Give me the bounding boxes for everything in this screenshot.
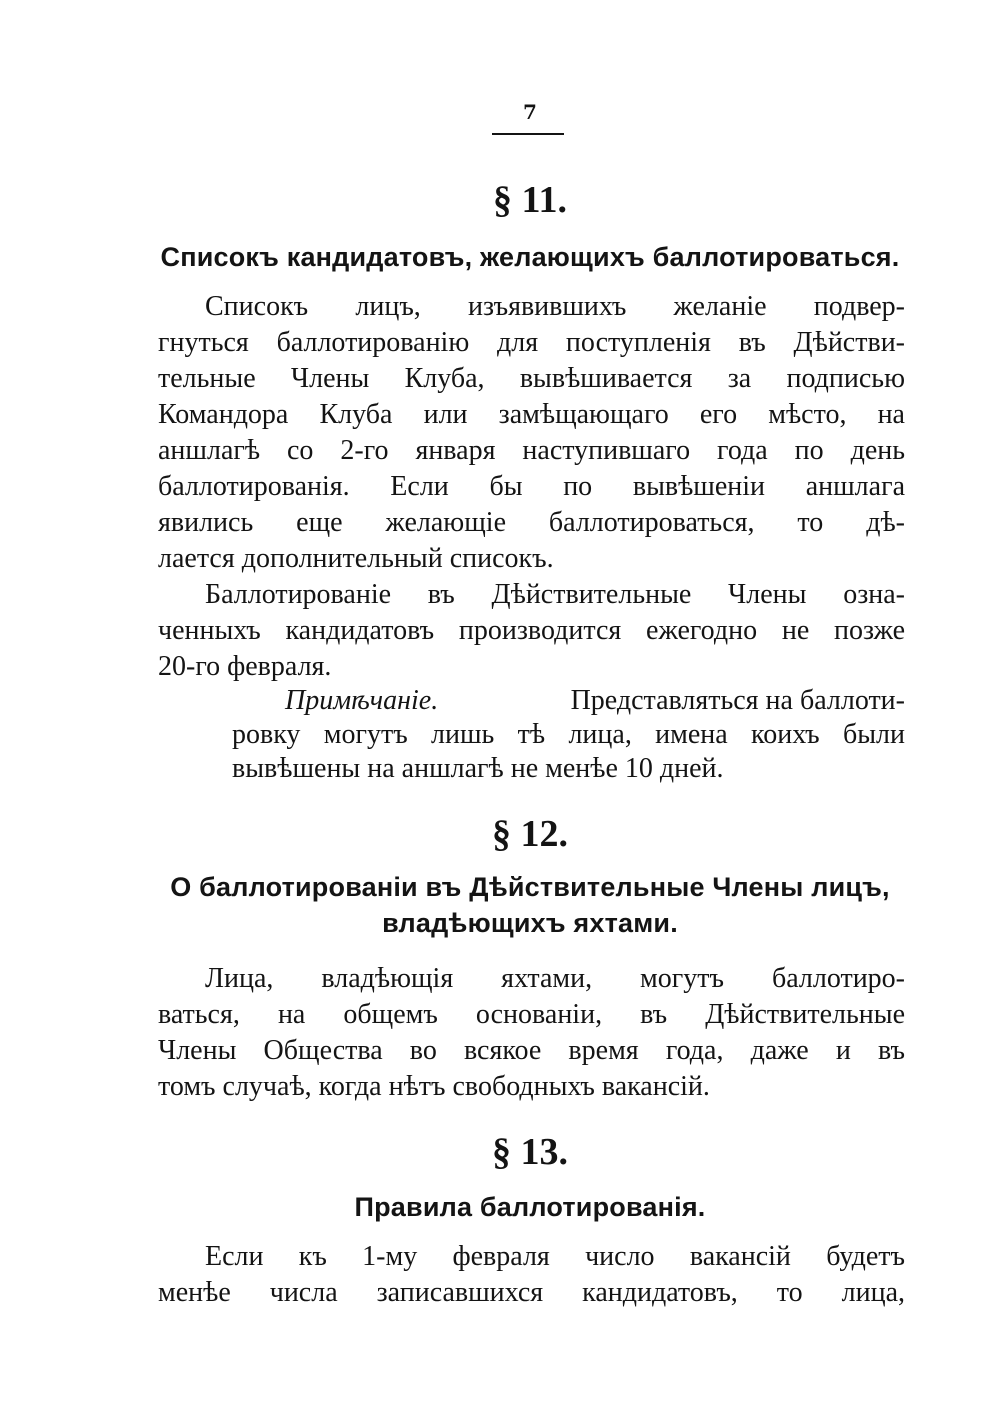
section-13-mark: § 13. — [492, 1131, 568, 1173]
note-first-line — [285, 684, 905, 718]
section-12-mark: § 12. — [492, 813, 568, 855]
paragraph-line: Если къ 1-му февраля число вакансій будетъ — [205, 1241, 905, 1272]
paragraph-line: 20-го февраля. — [158, 651, 332, 682]
paragraph-line: томъ случаѣ, когда нѣтъ свободныхъ вакансій. — [158, 1071, 710, 1102]
note-text: Представляться на баллоти- — [570, 685, 905, 716]
page-number: 7 — [523, 100, 537, 124]
paragraph-line: аншлагѣ со 2-го января наступившаго года по день — [158, 435, 905, 466]
paragraph-line: Лица, владѣющія яхтами, могутъ баллотиро- — [205, 963, 905, 994]
note-line: вывѣшены на аншлагѣ не менѣе 10 дней. — [232, 753, 724, 784]
paragraph-line: гнуться баллотированію для поступленія въ Дѣйстви- — [158, 327, 905, 358]
paragraph-line: Члены Общества во всякое время года, даже и въ — [158, 1035, 905, 1066]
section-11-mark: § 11. — [493, 179, 567, 221]
page-number-underline — [492, 133, 564, 135]
paragraph-line: баллотированія. Если бы по вывѣшеніи аншлага — [158, 471, 905, 502]
section-13-title: Правила баллотированія. — [354, 1192, 706, 1222]
paragraph-line: Командора Клуба или замѣщающаго его мѣсто, на — [158, 399, 905, 430]
note-line: ровку могутъ лишь тѣ лица, имена коихъ были — [232, 719, 905, 750]
section-11-title: Списокъ кандидатовъ, желающихъ баллотироваться. — [160, 242, 900, 272]
section-12-title-line-1: О баллотированіи въ Дѣйствительные Члены лицъ, — [170, 872, 890, 902]
section-12-title-line-2: владѣющихъ яхтами. — [382, 908, 678, 938]
paragraph-line: явились еще желающіе баллотироваться, то дѣ- — [158, 507, 905, 538]
paragraph-line: менѣе числа записавшихся кандидатовъ, то лица, — [158, 1277, 905, 1308]
paragraph-line: лается дополнительный списокъ. — [158, 543, 554, 574]
paragraph-line: Списокъ лицъ, изъявившихъ желаніе подвер- — [205, 291, 905, 322]
paragraph-line: ченныхъ кандидатовъ производится ежегодно не позже — [158, 615, 905, 646]
paragraph-line: ваться, на общемъ основаніи, въ Дѣйствительные — [158, 999, 905, 1030]
paragraph-line: Баллотированіе въ Дѣйствительные Члены озна- — [205, 579, 905, 610]
paragraph-line: тельные Члены Клуба, вывѣшивается за подписью — [158, 363, 905, 394]
note-label: Примѣчаніе. — [285, 685, 439, 716]
